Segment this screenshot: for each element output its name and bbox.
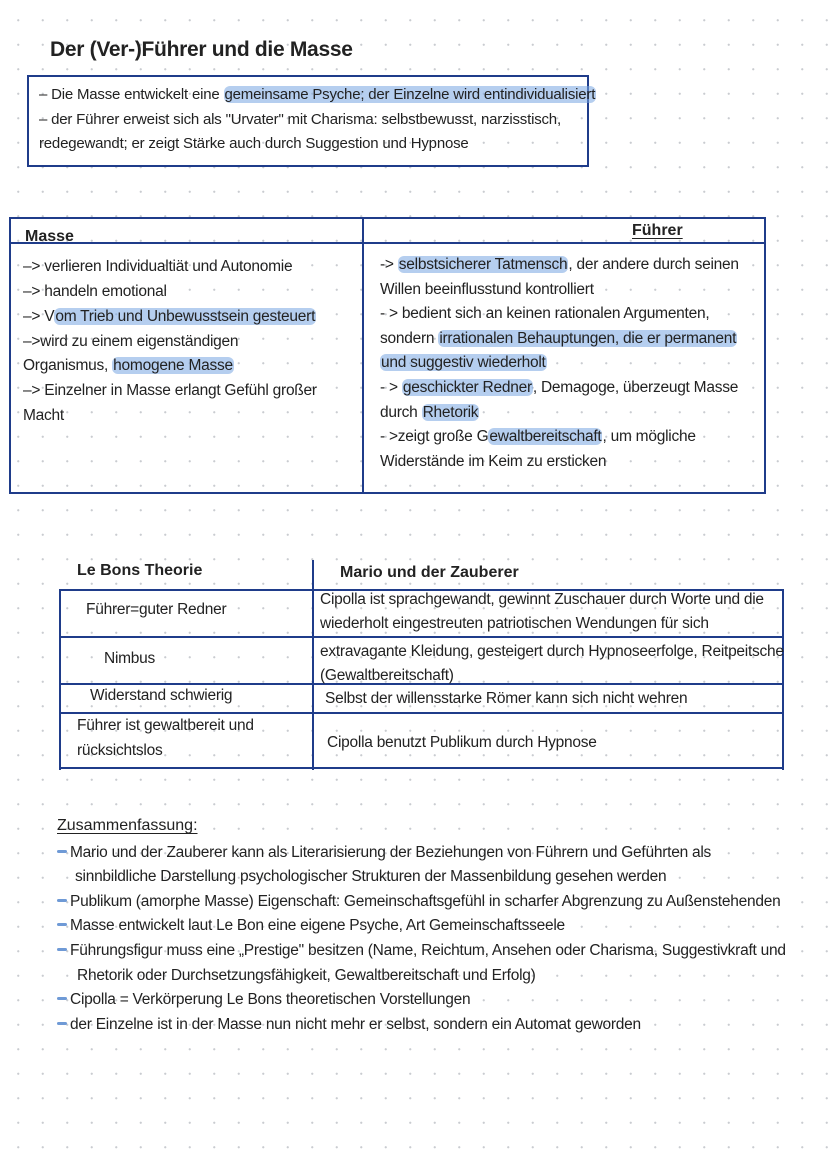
- text: ->: [380, 256, 398, 273]
- fuehrer-line: Willen beeinflusstund kontrolliert: [380, 281, 594, 298]
- novel-cell: extravagante Kleidung, gesteigert durch Hypnoseerfolge, Reitpeitsche: [320, 643, 784, 660]
- intro-box: [27, 75, 596, 167]
- fuehrer-line: Widerstände im Keim zu ersticken: [380, 453, 607, 470]
- highlight: selbstsicherer Tatmensch: [398, 256, 568, 273]
- column-header-fuehrer: Führer: [632, 222, 683, 239]
- text: durch: [380, 404, 422, 421]
- fuehrer-line: [380, 379, 738, 397]
- fuehrer-line: [380, 354, 547, 372]
- page-title: Der (Ver-)Führer und die Masse: [50, 38, 353, 61]
- highlight: irrationalen Behauptungen, die er permanent: [439, 330, 737, 347]
- summary-item: sinnbildliche Darstellung psychologischer Strukturen der Massenbildung gesehen werden: [75, 868, 667, 885]
- theory-cell: Nimbus: [104, 650, 156, 667]
- bullet-dash-icon: [57, 923, 67, 926]
- masse-line: –> verlieren Individualtiät und Autonomie: [23, 258, 293, 275]
- summary-item: [57, 893, 780, 911]
- text: der Einzelne ist in der Masse nun nicht mehr er selbst, sondern ein Automat geworden: [70, 1016, 641, 1033]
- summary-title: Zusammenfassung:: [57, 817, 198, 834]
- summary-item: [57, 991, 470, 1009]
- column-header-masse: Masse: [25, 228, 74, 245]
- text: , Demagoge, überzeugt Masse: [532, 379, 739, 396]
- text: –> V: [23, 308, 55, 325]
- table-divider: [59, 712, 784, 714]
- table-divider: [782, 589, 784, 770]
- table-divider: [59, 636, 784, 638]
- bullet-dash-icon: [57, 1022, 67, 1025]
- masse-line: –> handeln emotional: [23, 283, 167, 300]
- fuehrer-line: [380, 256, 739, 274]
- theory-cell: rücksichtslos: [77, 742, 163, 759]
- masse-line: –>wird zu einem eigenständigen: [23, 333, 239, 350]
- theory-cell: Führer ist gewaltbereit und: [77, 717, 254, 734]
- fuehrer-line: [380, 404, 479, 422]
- masse-line: Macht: [23, 407, 64, 424]
- text: sondern: [380, 330, 439, 347]
- table-divider: [362, 217, 364, 494]
- table-divider: [9, 242, 766, 244]
- highlight: Rhetorik: [422, 404, 479, 421]
- text: - >: [380, 379, 402, 396]
- intro-line-3: redegewandt; er zeigt Stärke auch durch Suggestion und Hypnose: [39, 135, 469, 152]
- novel-cell: wiederholt eingestreuten patriotischen Wendungen für sich: [320, 615, 709, 632]
- table-divider: [312, 560, 314, 770]
- theory-cell: Führer=guter Redner: [86, 601, 227, 618]
- text: Publikum (amorphe Masse) Eigenschaft: Gemeinschaftsgefühl in scharfer Abgrenzung zu Außenstehenden: [70, 893, 781, 910]
- text: - >zeigt große G: [380, 428, 489, 445]
- highlight: geschickter Redner: [402, 379, 532, 396]
- novel-cell: Cipolla ist sprachgewandt, gewinnt Zuschauer durch Worte und die: [320, 591, 764, 608]
- fuehrer-line: [380, 428, 696, 446]
- masse-line: [23, 308, 316, 326]
- bullet-dash-icon: [57, 997, 67, 1000]
- text: Cipolla = Verkörperung Le Bons theoretischen Vorstellungen: [70, 991, 471, 1008]
- masse-line: –> Einzelner in Masse erlangt Gefühl großer: [23, 382, 317, 399]
- highlight: und suggestiv wiederholt: [381, 354, 546, 371]
- summary-item: Rhetorik oder Durchsetzungsfähigkeit, Gewaltbereitschaft und Erfolg): [77, 967, 536, 984]
- text: , der andere durch seinen: [568, 256, 739, 273]
- highlight: gemeinsame Psyche; der Einzelne wird entindividualisiert: [224, 86, 596, 103]
- bullet-dash-icon: [57, 948, 67, 951]
- summary-item: [57, 942, 786, 960]
- column-header-le-bon: Le Bons Theorie: [77, 562, 203, 579]
- text: Organismus,: [23, 357, 113, 374]
- text: Führungsfigur muss eine „Prestige" besitzen (Name, Reichtum, Ansehen oder Charisma, Suggestivkraft und: [70, 942, 786, 959]
- summary-item: [57, 1016, 641, 1034]
- novel-cell: Selbst der willensstarke Römer kann sich nicht wehren: [325, 690, 688, 707]
- text: Masse entwickelt laut Le Bon eine eigene Psyche, Art Gemeinschaftsseele: [70, 917, 565, 934]
- highlight: om Trieb und Unbewusstsein gesteuert: [55, 308, 316, 325]
- intro-line-1: [39, 86, 596, 103]
- intro-text: – Die Masse entwickelt eine: [39, 86, 224, 103]
- novel-cell: (Gewaltbereitschaft): [320, 667, 454, 684]
- bullet-dash-icon: [57, 850, 67, 853]
- summary-item: [57, 917, 565, 935]
- table-divider: [59, 589, 61, 770]
- summary-item: [57, 844, 711, 862]
- theory-cell: Widerstand schwierig: [90, 687, 233, 704]
- fuehrer-line: - > bedient sich an keinen rationalen Argumenten,: [380, 305, 710, 322]
- novel-cell: Cipolla benutzt Publikum durch Hypnose: [327, 734, 597, 751]
- highlight: ewaltbereitschaft: [489, 428, 602, 445]
- column-header-mario: Mario und der Zauberer: [340, 564, 519, 581]
- masse-line: [23, 357, 234, 375]
- intro-line-2: – der Führer erweist sich als "Urvater" mit Charisma: selbstbewusst, narzisstisch,: [39, 111, 561, 128]
- text: Mario und der Zauberer kann als Literarisierung der Beziehungen von Führern und Geführten als: [70, 844, 712, 861]
- bullet-dash-icon: [57, 899, 67, 902]
- text: , um mögliche: [602, 428, 696, 445]
- highlight: homogene Masse: [113, 357, 233, 374]
- fuehrer-line: [380, 330, 737, 348]
- table-divider: [59, 767, 784, 769]
